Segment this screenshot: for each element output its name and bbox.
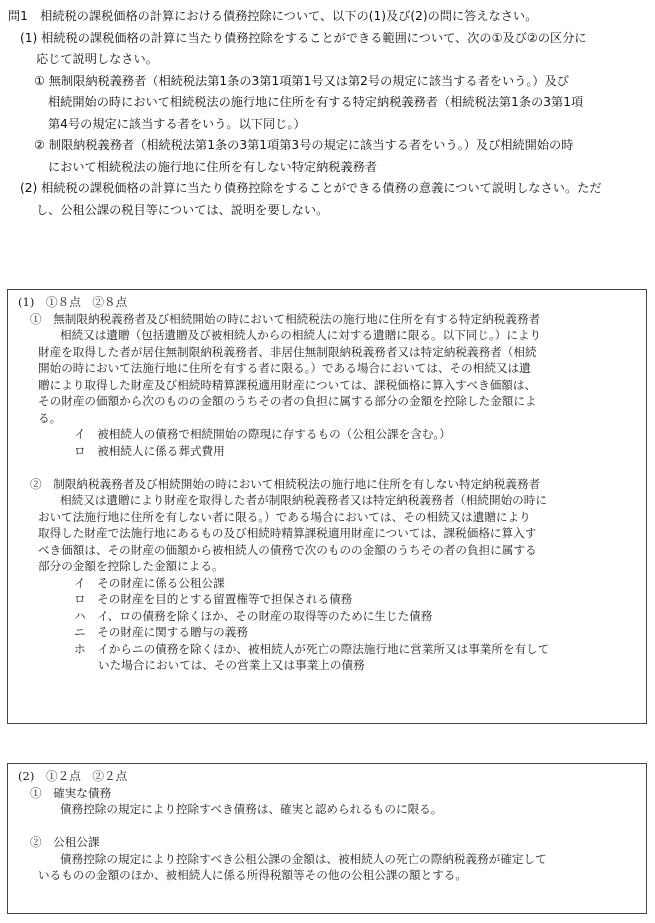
text-line: る。 bbox=[38, 410, 62, 425]
answer-box-1 bbox=[7, 289, 647, 724]
text-line: (1) 相続税の課税価格の計算に当たり債務控除をすることができる範囲について、次の①及び②の区分に bbox=[20, 30, 587, 45]
text-line: その財産の価額から次のものの金額のうちその者の負担に属する部分の金額を控除した金額によ bbox=[38, 394, 537, 408]
text-line: 債務控除の規定により控除すべき公租公課の金額は、被相続人の死亡の際納税義務が確定して bbox=[60, 851, 547, 866]
text-line: (2) ①２点 ②２点 bbox=[18, 769, 128, 783]
answer-box-2 bbox=[7, 763, 647, 914]
text-line: おいて法施行地に住所を有しない者に限る。）である場合においては、その相続又は遺贈により bbox=[38, 509, 531, 524]
text-line: ハ イ、ロの債務を除くほか、その財産の取得等のために生じた債務 bbox=[74, 608, 433, 623]
question-text bbox=[8, 6, 648, 221]
text-line: 債務控除の規定により控除すべき債務は、確実と認められるものに限る。 bbox=[60, 802, 443, 816]
text-line: 相続又は遺贈（包括遺贈及び被相続人からの相続人に対する遺贈に限る。以下同じ。）により bbox=[60, 328, 542, 342]
text-line: べき価額は、その財産の価額から被相続人の債務で次のものの金額のうちその者の負担に属する bbox=[38, 542, 537, 557]
text-line: ロ 被相続人に係る葬式費用 bbox=[74, 443, 225, 458]
text-line: 部分の金額を控除した金額による。 bbox=[38, 559, 224, 573]
blank-line bbox=[18, 818, 638, 835]
text-line: (1) ①８点 ②８点 bbox=[18, 295, 128, 309]
text-line: し、公租公課の税目等については、説明を要しない。 bbox=[36, 202, 329, 217]
text-line: 開始の時において法施行地に住所を有する者に限る。）である場合においては、その相続又は遺 bbox=[38, 361, 531, 375]
text-line: 第4号の規定に該当する者をいう。以下同じ。） bbox=[48, 116, 306, 131]
text-line: (2) 相続税の課税価格の計算に当たり債務控除をすることができる債務の意義について説明しなさい。ただ bbox=[20, 181, 602, 195]
text-line: 取得した財産で法施行地にあるもの及び相続時精算課税適用財産については、課税価格に算入す bbox=[38, 526, 537, 540]
text-line: 相続又は遺贈により財産を取得した者が制限納税義務者又は特定納税義務者（相続開始の時に bbox=[60, 493, 547, 507]
text-line: ① 無制限納税義務者（相続税法第1条の3第1項第1号又は第2号の規定に該当する者をいう。）及び bbox=[34, 73, 569, 88]
text-line: 財産を取得した者が居住無制限納税義務者、非居住無制限納税義務者又は特定納税義務者（相続 bbox=[38, 344, 537, 359]
text-line: ロ その財産を目的とする留置権等で担保される債務 bbox=[74, 592, 353, 606]
text-line: イ 被相続人の債務で相続開始の際現に存するもの（公租公課を含む。） bbox=[74, 427, 451, 441]
text-line: ② 公租公課 bbox=[30, 835, 100, 849]
text-line: ① 確実な債務 bbox=[30, 785, 112, 800]
text-line: ② 制限納税義務者（相続税法第1条の3第1項第3号の規定に該当する者をいう。）及び相続開始の時 bbox=[34, 138, 574, 152]
text-line: ① 無制限納税義務者及び相続開始の時において相続税法の施行地に住所を有する特定納税義務者 bbox=[30, 311, 541, 326]
blank-line bbox=[18, 459, 638, 476]
text-line: 贈により取得した財産及び相続時精算課税適用財産については、課税価格に算入すべき価額は、 bbox=[38, 377, 537, 392]
text-line: ニ その財産に関する贈与の義務 bbox=[74, 625, 248, 639]
text-line: いるものの金額のほか、被相続人に係る所得税額等その他の公租公課の額とする。 bbox=[38, 868, 467, 882]
text-line: ホ イからニの債務を除くほか、被相続人が死亡の際法施行地に営業所又は事業所を有して bbox=[74, 641, 550, 656]
text-line: 問1 相続税の課税価格の計算における債務控除について、以下の(1)及び(2)の問に答えなさい。 bbox=[8, 9, 538, 23]
text-line: いた場合においては、その営業上又は事業上の債務 bbox=[98, 658, 365, 672]
text-line: ② 制限納税義務者及び相続開始の時において相続税法の施行地に住所を有しない特定納税義務者 bbox=[30, 476, 541, 491]
text-line: 相続開始の時において相続税法の施行地に住所を有する特定納税義務者（相続税法第1条の3第1項 bbox=[48, 95, 584, 109]
text-line: 応じて説明しなさい。 bbox=[36, 52, 158, 66]
text-line: において相続税法の施行地に住所を有しない特定納税義務者 bbox=[48, 159, 378, 174]
text-line: イ その財産に係る公租公課 bbox=[74, 575, 225, 590]
